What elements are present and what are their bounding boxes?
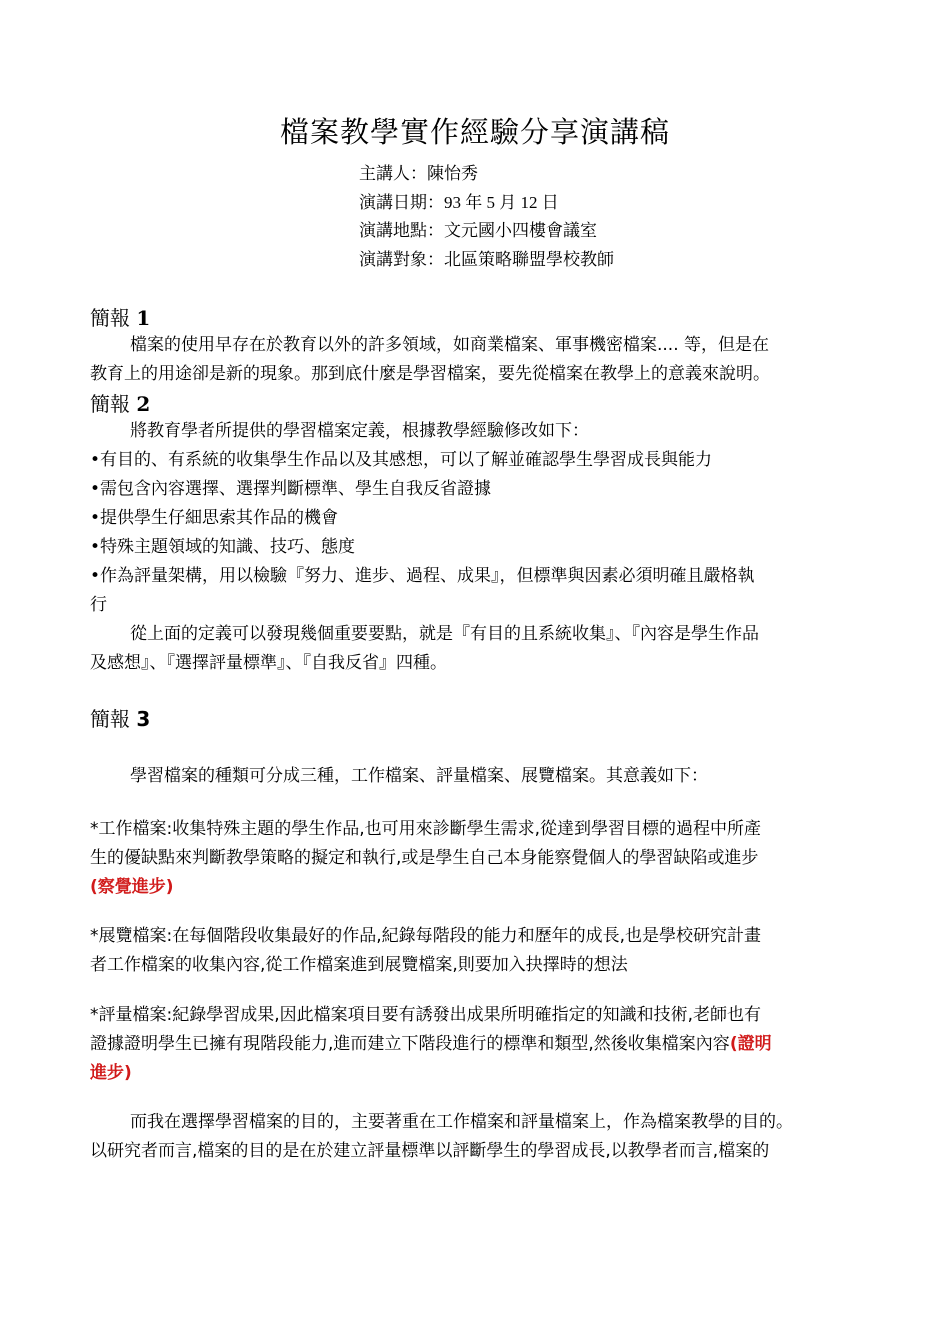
assessment-portfolio-line-1: *評量檔案:紀錄學習成果,因此檔案項目要有誘發出成果所明確指定的知識和技術,老師也有 (90, 1005, 762, 1025)
assessment-portfolio-paragraph (90, 1001, 880, 1088)
definition-bullet: •需包含內容選擇、選擇判斷標準、學生自我反省證據 (90, 479, 492, 499)
assessment-portfolio-note-end: 進步) (90, 1063, 132, 1083)
brief-2-summary-line-1: 從上面的定義可以發現幾個重要要點，就是『有目的且系統收集』、『內容是學生作品 (130, 624, 759, 644)
showcase-portfolio-paragraph (90, 922, 880, 980)
closing-line-1: 而我在選擇學習檔案的目的，主要著重在工作檔案和評量檔案上，作為檔案教學的目的。 (130, 1112, 793, 1132)
closing-line-2: 以研究者而言,檔案的目的是在於建立評量標準以評斷學生的學習成長,以教學者而言,檔案的 (90, 1141, 770, 1161)
date-label: 演講日期： (359, 192, 444, 213)
brief-2-number: 2 (136, 392, 151, 416)
definition-bullet: •有目的、有系統的收集學生作品以及其感想，可以了解並確認學生學習成長與能力 (90, 450, 713, 470)
work-portfolio-line-1: *工作檔案:收集特殊主題的學生作品,也可用來診斷學生需求,從達到學習目標的過程中所產 (90, 819, 762, 839)
place-line: 演講地點：文元國小四樓會議室 (359, 221, 597, 241)
date-value: 93 年 5 月 12 日 (444, 192, 559, 212)
brief-3-heading-text: 簡報 (90, 707, 130, 731)
brief-1-line-2: 教育上的用途卻是新的現象。那到底什麼是學習檔案，要先從檔案在教學上的意義來說明。 (90, 364, 770, 384)
brief-3-heading (90, 705, 150, 733)
definition-bullet: •作為評量架構，用以檢驗『努力、進步、過程、成果』，但標準與因素必須明確且嚴格執 (90, 566, 755, 586)
brief-2-heading (90, 390, 150, 418)
brief-1-heading (90, 304, 150, 332)
brief-3-intro-paragraph (90, 762, 880, 791)
date-line (359, 189, 614, 218)
work-portfolio-paragraph (90, 815, 880, 902)
brief-1-number: 1 (136, 306, 151, 330)
closing-paragraph (90, 1108, 880, 1166)
brief-2-summary-line-2: 及感想』、『選擇評量標準』、『自我反省』四種。 (90, 653, 447, 673)
showcase-portfolio-line-2: 者工作檔案的收集內容,從工作檔案進到展覽檔案,則要加入抉擇時的想法 (90, 955, 628, 975)
brief-1-heading-text: 簡報 (90, 306, 130, 330)
work-portfolio-line-2: 生的優缺點來判斷教學策略的擬定和執行,或是學生自己本身能察覺個人的學習缺陷或進步 (90, 848, 759, 868)
speaker-line: 主講人：陳怡秀 (359, 164, 478, 184)
brief-2-intro: 將教育學者所提供的學習檔案定義，根據教學經驗修改如下： (130, 421, 589, 441)
assessment-portfolio-note-start: (證明 (729, 1034, 772, 1054)
brief-3-intro: 學習檔案的種類可分成三種，工作檔案、評量檔案、展覽檔案。其意義如下： (130, 766, 708, 786)
assessment-portfolio-line-2 (90, 1030, 880, 1059)
page-title: 檔案教學實作經驗分享演講稿 (279, 115, 670, 149)
definition-bullet: •提供學生仔細思索其作品的機會 (90, 508, 339, 528)
assessment-portfolio-line-2-text: 證據證明學生已擁有現階段能力,進而建立下階段進行的標準和類型,然後收集檔案內容 (90, 1034, 730, 1054)
brief-3-number: 3 (136, 707, 151, 731)
brief-2-heading-text: 簡報 (90, 392, 130, 416)
audience-line: 演講對象：北區策略聯盟學校教師 (359, 249, 614, 270)
brief-1-line-1: 檔案的使用早存在於教育以外的許多領域，如商業檔案、軍事機密檔案.... 等，但是在 (130, 335, 770, 355)
definition-bullet: •特殊主題領域的知識、技巧、態度 (90, 537, 356, 557)
showcase-portfolio-line-1: *展覽檔案:在每個階段收集最好的作品,紀錄每階段的能力和歷年的成長,也是學校研究計畫 (90, 926, 762, 946)
definition-bullet-continued: 行 (90, 595, 107, 615)
brief-1-paragraph (90, 331, 880, 389)
speech-meta (359, 160, 614, 274)
brief-2-paragraph (90, 417, 880, 678)
work-portfolio-note: (察覺進步) (90, 877, 174, 897)
